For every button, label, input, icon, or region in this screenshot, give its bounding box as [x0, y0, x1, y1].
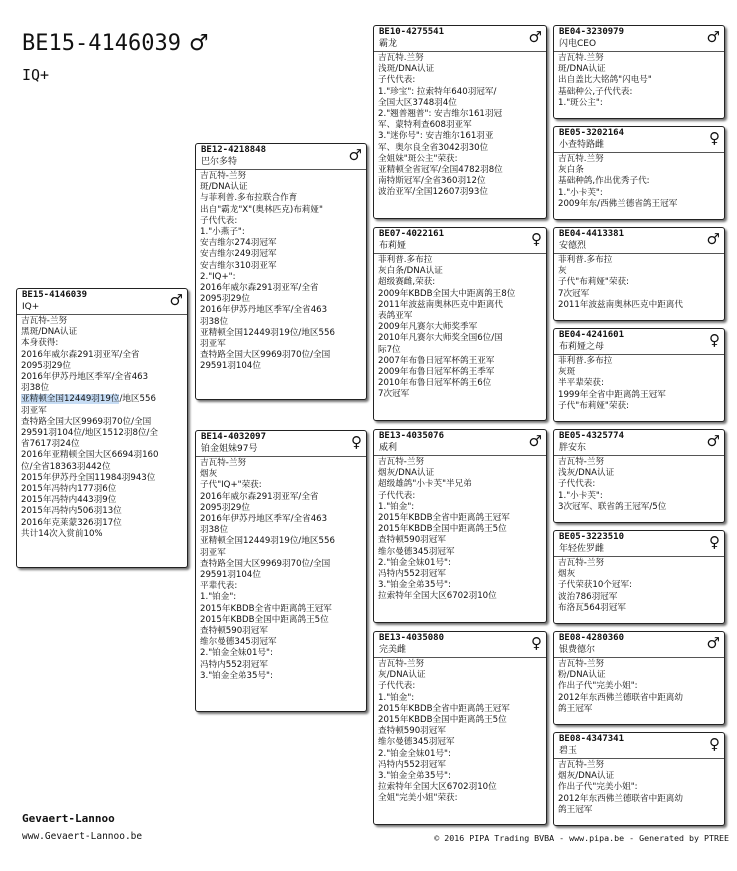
- details-line: 2015年KBDB全省中距离鸽王冠军: [378, 703, 510, 714]
- publisher-name: Gevaert-Lannoo: [22, 812, 115, 825]
- ring-number: BE08-4280360: [559, 633, 625, 643]
- details-line: 灰白条: [558, 165, 584, 176]
- details-line: 作出子代"完美小姐":: [558, 782, 638, 793]
- card-header: [374, 430, 546, 456]
- card-details: [374, 254, 546, 401]
- pedigree-card-sss[interactable]: [553, 25, 725, 119]
- details-line: 7次冠军: [558, 288, 590, 299]
- details-line: 3."迷你号": 安吉维尔161羽亚: [378, 131, 494, 142]
- details-line: 全姐"完美小姐"荣获:: [378, 793, 458, 804]
- details-line: 2015年KBDB全省中距离鸽王冠军: [378, 513, 510, 524]
- details-line: 菲利普.多布拉: [558, 356, 613, 366]
- pedigree-card-ddd[interactable]: [553, 732, 725, 826]
- card-details: [554, 153, 724, 210]
- details-line: 鸽王冠军: [558, 703, 593, 714]
- male-symbol-icon: ♂: [348, 146, 362, 164]
- bird-name: 闪电CEO: [559, 39, 597, 49]
- details-line: 子代"布莉娅"荣获:: [558, 277, 629, 288]
- details-line: 2095羽29位: [21, 360, 71, 371]
- details-line: 2009年KBDB全国大中距离鸽王8位: [378, 288, 516, 299]
- details-line: 冯特内552羽冠军: [378, 569, 446, 580]
- female-symbol-icon: ♀: [531, 634, 542, 652]
- details-text: /地区556: [119, 394, 156, 405]
- details-line: 2016年克莱蒙326羽17位: [21, 517, 122, 528]
- details-line: 出自盖比大铭鸽"闪电号": [558, 75, 652, 86]
- female-symbol-icon: ♀: [709, 129, 720, 147]
- card-details: [374, 658, 546, 805]
- details-line: 维尔曼德345羽冠军: [378, 546, 455, 557]
- card-details: [554, 759, 724, 816]
- details-line: 3."铂金全弟35号":: [378, 580, 451, 591]
- details-line: 子代代表:: [558, 479, 596, 490]
- ring-number: BE04-4241601: [559, 330, 625, 340]
- card-header: [554, 531, 724, 557]
- ring-number: BE05-3223510: [559, 532, 625, 542]
- details-line: 超级赛雌,荣获:: [378, 277, 436, 288]
- details-line: 2."翘普翘普": 安吉维尔161羽冠: [378, 109, 503, 120]
- bird-name: 完美雌: [379, 645, 407, 655]
- details-line: 羽亚军: [200, 339, 226, 350]
- pedigree-card-sdd[interactable]: [553, 328, 725, 422]
- details-line: 子代代表:: [378, 490, 416, 501]
- female-symbol-icon: ♀: [531, 230, 542, 248]
- details-line: 1."小卡芙":: [558, 490, 603, 501]
- details-line: 查特路全国大区9969羽70位/全国: [200, 558, 331, 569]
- highlighted-text[interactable]: 亚精顿全国12449羽19位: [21, 394, 120, 405]
- card-details: [554, 254, 724, 311]
- details-line: 浅斑/DNA认证: [378, 64, 435, 75]
- ring-number: BE08-4347341: [559, 734, 625, 744]
- details-line: 与菲利普.多布拉联合作育: [200, 193, 298, 204]
- ring-number: BE13-4035076: [379, 431, 445, 441]
- details-line: 烟灰: [200, 469, 218, 480]
- subject-name: IQ+: [22, 66, 50, 84]
- details-line: 2095羽29位: [200, 502, 250, 513]
- details-line: 3."铂金全弟35号":: [378, 771, 451, 782]
- details-line: 安吉维尔249羽冠军: [200, 249, 277, 260]
- details-line: 2095羽29位: [200, 294, 250, 305]
- details-line: 2011年波兹南奥林匹克中距离代: [378, 299, 503, 310]
- pedigree-card-sds[interactable]: [553, 227, 725, 321]
- details-line: 浅灰/DNA认证: [558, 468, 615, 479]
- details-line: 查特路全国大区9969羽70位/全国: [21, 416, 152, 427]
- card-details: [554, 658, 724, 715]
- details-line: 羽38位: [21, 383, 50, 394]
- details-line: 粉/DNA认证: [558, 670, 606, 681]
- details-line: 亚精顿全国12449羽19位/地区556: [200, 327, 335, 338]
- details-line: 吉瓦特-兰努: [558, 760, 605, 770]
- details-line: 安吉维尔310羽亚军: [200, 260, 277, 271]
- details-line: 查特顿590羽冠军: [200, 626, 268, 637]
- details-line: 1."铂金":: [200, 592, 237, 603]
- details-line: 2015年KBDB全省中距离鸽王冠军: [200, 603, 332, 614]
- details-line: 3."铂金全弟35号":: [200, 670, 273, 681]
- details-line: 2."IQ+":: [200, 271, 236, 282]
- details-line: [21, 394, 184, 405]
- card-header: [554, 228, 724, 254]
- details-line: 2015年KBDB全国中距离鸽王5位: [378, 715, 507, 726]
- details-line: 亚精顿全国12449羽19位/地区556: [200, 536, 335, 547]
- details-line: 2015年KBDB全国中距离鸽王5位: [200, 614, 329, 625]
- details-line: 子代代表:: [378, 681, 416, 692]
- details-line: 作出子代"完美小姐":: [558, 681, 638, 692]
- pedigree-card-dam-sire[interactable]: [373, 429, 547, 623]
- details-line: 斑/DNA认证: [200, 182, 248, 193]
- details-line: 半平辈荣获:: [558, 378, 604, 389]
- details-line: 超级雄鸽"小卡芙"半兄弟: [378, 479, 472, 490]
- card-header: [554, 127, 724, 153]
- card-header: [196, 144, 366, 170]
- details-line: 拉索特年全国大区6702羽10位: [378, 591, 497, 602]
- details-line: 吉瓦特-兰努: [558, 558, 605, 568]
- ring-number: BE14-4032097: [201, 432, 267, 442]
- details-line: 冯特内552羽冠军: [200, 659, 268, 670]
- card-details: [196, 457, 366, 682]
- details-line: 吉瓦特.兰努: [558, 53, 604, 63]
- details-line: 灰/DNA认证: [378, 670, 426, 681]
- female-symbol-icon: ♀: [351, 433, 362, 451]
- pedigree-card-sire-sire[interactable]: [373, 25, 547, 219]
- pedigree-card-dam[interactable]: [195, 430, 367, 712]
- details-line: 鸽王冠军: [558, 804, 593, 815]
- card-header: [17, 289, 187, 315]
- bird-name: 铂金姐妹97号: [201, 444, 258, 454]
- details-line: 2016年伊苏丹地区季军/全省463: [200, 305, 328, 316]
- details-line: 7次冠军: [378, 389, 410, 400]
- pedigree-card-sire-dam[interactable]: [373, 227, 547, 421]
- card-details: [554, 456, 724, 513]
- details-line: 灰白条/DNA认证: [378, 266, 443, 277]
- male-symbol-icon: ♂: [188, 31, 209, 56]
- male-symbol-icon: ♂: [706, 230, 720, 248]
- bird-name: 布莉娅之母: [559, 342, 605, 352]
- details-line: 1."小燕子":: [200, 227, 245, 238]
- details-line: 子代"IQ+"荣获:: [200, 480, 262, 491]
- details-line: 基础种鸽,作出优秀子代:: [558, 176, 650, 187]
- details-line: 2."铂金全妹01号":: [378, 748, 451, 759]
- card-details: [17, 315, 187, 540]
- details-line: 2015年伊苏丹全国11984羽943位: [21, 472, 156, 483]
- card-details: [554, 557, 724, 614]
- subject-title: [22, 30, 209, 58]
- details-line: 2."铂金全妹01号":: [200, 648, 273, 659]
- details-line: 安吉维尔274羽冠军: [200, 238, 277, 249]
- details-line: 羽亚军: [21, 405, 47, 416]
- bird-name: 巴尔多特: [201, 157, 238, 167]
- card-header: [554, 733, 724, 759]
- bird-name: 碧玉: [559, 746, 578, 756]
- details-line: 南特斯冠军/全省360羽12位: [378, 176, 486, 187]
- male-symbol-icon: ♂: [706, 432, 720, 450]
- details-line: 2016年伊苏丹地区季军/全省463: [200, 514, 328, 525]
- pedigree-card-dds[interactable]: [553, 631, 725, 725]
- details-line: 2011年波兹南奥林匹克中距离代: [558, 299, 683, 310]
- details-line: 羽亚军: [200, 547, 226, 558]
- details-line: 查特顿590羽冠军: [378, 726, 446, 737]
- details-line: 2007年布鲁日冠军杯鸽王亚军: [378, 355, 495, 366]
- details-line: 灰: [558, 266, 567, 277]
- details-line: 羽38位: [200, 316, 229, 327]
- details-line: 军、蒙特利查608羽亚军: [378, 120, 472, 131]
- details-line: 位/全省18363羽442位: [21, 461, 111, 472]
- female-symbol-icon: ♀: [709, 735, 720, 753]
- details-line: 2012年东西佛兰德联省中距离幼: [558, 692, 683, 703]
- details-line: 2015年冯特内177羽6位: [21, 484, 117, 495]
- card-details: [374, 456, 546, 603]
- pedigree-card-ssd[interactable]: [553, 126, 725, 220]
- ring-number: BE05-3202164: [559, 128, 625, 138]
- ring-number: BE04-3230979: [559, 27, 625, 37]
- details-line: 2016年威尔森291羽亚军/全省: [200, 491, 319, 502]
- pedigree-card-sire[interactable]: [195, 143, 367, 400]
- details-line: 波治亚军/全国12607羽93位: [378, 187, 488, 198]
- details-line: 2010年布鲁日冠军杯鸽王6位: [378, 378, 492, 389]
- pedigree-card-dss[interactable]: [553, 429, 725, 523]
- bird-name: 霸龙: [379, 39, 398, 49]
- details-line: 2015年KBDB全国中距离鸽王5位: [378, 524, 507, 535]
- details-line: 本身获得:: [21, 338, 59, 349]
- details-line: 灰斑: [558, 367, 576, 378]
- details-line: 1."铂金":: [378, 501, 415, 512]
- card-header: [374, 26, 546, 52]
- details-line: 2012年东西佛兰德联省中距离幼: [558, 793, 683, 804]
- details-line: 3次冠军、联省鸽王冠军/5位: [558, 501, 667, 512]
- male-symbol-icon: ♂: [706, 28, 720, 46]
- details-line: 出自"霸龙"X"(奥林匹克)布莉娅": [200, 204, 323, 215]
- pedigree-card-dsd[interactable]: [553, 530, 725, 624]
- details-line: 维尔曼德345羽冠军: [200, 637, 277, 648]
- details-line: 2015年冯特内506羽13位: [21, 506, 122, 517]
- pedigree-card-subject[interactable]: [16, 288, 188, 568]
- card-details: [554, 355, 724, 412]
- details-line: 亚精顿全省冠军/全国4782羽8位: [378, 165, 503, 176]
- details-line: 共计14次入赏前10%: [21, 528, 103, 539]
- bird-name: 银费德尔: [559, 645, 596, 655]
- details-line: 查特路全国大区9969羽70位/全国: [200, 350, 331, 361]
- details-line: 烟灰/DNA认证: [378, 468, 435, 479]
- details-line: 全姐妹"斑公主"荣获:: [378, 153, 458, 164]
- details-line: 斑/DNA认证: [558, 64, 606, 75]
- details-line: 查特顿590羽冠军: [378, 535, 446, 546]
- details-line: 布洛瓦564羽冠军: [558, 602, 626, 613]
- bird-name: 布莉娅: [379, 241, 407, 251]
- details-line: 省7617羽24位: [21, 439, 80, 450]
- details-line: 吉瓦特-兰努: [378, 457, 425, 467]
- details-line: 菲利普.多布拉: [558, 255, 613, 265]
- details-line: 际7位: [378, 344, 401, 355]
- details-line: 平辈代表:: [200, 581, 238, 592]
- male-symbol-icon: ♂: [706, 634, 720, 652]
- details-line: 吉瓦特-兰努: [558, 659, 605, 669]
- bird-name: 胖安东: [559, 443, 587, 453]
- details-line: 烟灰/DNA认证: [558, 771, 615, 782]
- ring-number: BE07-4022161: [379, 229, 445, 239]
- details-line: 29591羽104位/地区1512羽8位/全: [21, 428, 159, 439]
- details-line: 1."铂金":: [378, 692, 415, 703]
- ring-number: BE12-4218848: [201, 145, 267, 155]
- card-header: [554, 632, 724, 658]
- card-header: [374, 632, 546, 658]
- bird-name: IQ+: [22, 302, 40, 312]
- details-line: 冯特内552羽冠军: [378, 759, 446, 770]
- details-line: 子代代表:: [200, 215, 238, 226]
- details-line: 子代代表:: [378, 75, 416, 86]
- details-line: 2009年东/西佛兰德省鸽王冠军: [558, 198, 678, 209]
- details-line: 表鸽亚军: [378, 311, 413, 322]
- details-line: 黑斑/DNA认证: [21, 327, 78, 338]
- details-line: 2009年凡赛尔大师奖季军: [378, 322, 478, 333]
- details-line: 2010年凡赛尔大师奖全国6位/国: [378, 333, 503, 344]
- details-line: 拉索特年全国大区6702羽10位: [378, 782, 497, 793]
- card-header: [554, 26, 724, 52]
- publisher-url[interactable]: www.Gevaert-Lannoo.be: [22, 831, 143, 842]
- details-line: 29591羽104位: [200, 570, 261, 581]
- details-line: 全国大区3748羽4位: [378, 97, 457, 108]
- ring-number: BE13-4035080: [379, 633, 445, 643]
- details-line: 吉瓦特-兰努: [558, 457, 605, 467]
- details-line: 波治786羽冠军: [558, 591, 618, 602]
- card-header: [554, 329, 724, 355]
- card-header: [374, 228, 546, 254]
- details-line: 29591羽104位: [200, 361, 261, 372]
- details-line: 基础种公,子代代表:: [558, 86, 633, 97]
- details-line: 吉瓦特-兰努: [200, 458, 247, 468]
- details-line: 维尔曼德345羽冠军: [378, 737, 455, 748]
- card-details: [196, 170, 366, 373]
- details-line: 1."珍宝": 拉索特年640羽冠军/: [378, 86, 497, 97]
- ring-number: BE15-4146039: [22, 290, 88, 300]
- details-line: 吉瓦特-兰努: [378, 659, 425, 669]
- details-line: 菲利普.多布拉: [378, 255, 433, 265]
- details-line: 2015年冯特内443羽9位: [21, 495, 117, 506]
- details-line: 军、奥尔良全省3042羽30位: [378, 142, 489, 153]
- details-line: 2016年伊苏丹地区季军/全省463: [21, 372, 149, 383]
- details-line: 子代荣获10个冠军:: [558, 580, 632, 591]
- male-symbol-icon: ♂: [528, 28, 542, 46]
- details-line: 2016年威尔森291羽亚军/全省: [21, 349, 140, 360]
- bird-name: 威利: [379, 443, 398, 453]
- bird-name: 小查特路雌: [559, 140, 605, 150]
- ring-number: BE10-4275541: [379, 27, 445, 37]
- card-details: [374, 52, 546, 199]
- female-symbol-icon: ♀: [709, 331, 720, 349]
- subject-ring-number: BE15-4146039: [22, 31, 181, 56]
- female-symbol-icon: ♀: [709, 533, 720, 551]
- bird-name: 安德烈: [559, 241, 587, 251]
- details-line: 1."小卡芙":: [558, 187, 603, 198]
- details-line: 2."铂金全妹01号":: [378, 557, 451, 568]
- details-line: 吉瓦特-兰努: [21, 316, 68, 326]
- details-line: 子代"布莉娅"荣获:: [558, 400, 629, 411]
- details-line: 吉瓦特.兰努: [378, 53, 424, 63]
- details-line: 烟灰: [558, 569, 576, 580]
- card-header: [196, 431, 366, 457]
- card-header: [554, 430, 724, 456]
- details-line: 羽38位: [200, 525, 229, 536]
- bird-name: 年轻佐罗雌: [559, 544, 605, 554]
- card-details: [554, 52, 724, 109]
- details-line: 2016年威尔森291羽亚军/全省: [200, 283, 319, 294]
- details-line: 1999年全省中距离鸽王冠军: [558, 389, 666, 400]
- ring-number: BE04-4413381: [559, 229, 625, 239]
- details-line: 吉瓦特-兰努: [200, 171, 247, 181]
- copyright-footer: © 2016 PIPA Trading BVBA - www.pipa.be - Generated by PTREE: [434, 833, 729, 843]
- details-line: 2016年亚精顿全国大区6694羽160: [21, 450, 159, 461]
- pedigree-card-dam-dam[interactable]: [373, 631, 547, 825]
- details-line: 2009年布鲁日冠军杯鸽王季军: [378, 367, 495, 378]
- ring-number: BE05-4325774: [559, 431, 625, 441]
- details-line: 1."斑公主":: [558, 97, 603, 108]
- male-symbol-icon: ♂: [169, 291, 183, 309]
- details-line: 吉瓦特.兰努: [558, 154, 604, 164]
- male-symbol-icon: ♂: [528, 432, 542, 450]
